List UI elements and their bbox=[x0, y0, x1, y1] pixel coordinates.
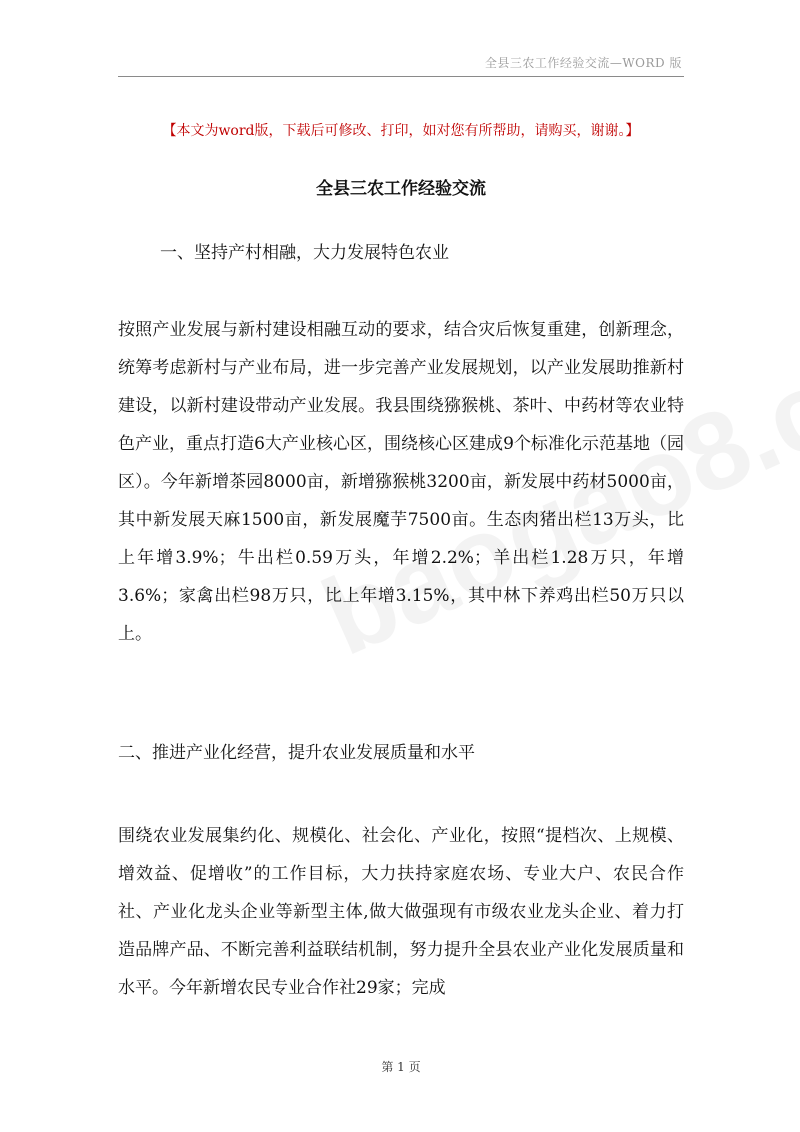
page-number: 第 1 页 bbox=[381, 1060, 421, 1074]
page-header-text: 全县三农工作经验交流—WORD 版 bbox=[484, 56, 682, 70]
document-title: 全县三农工作经验交流 bbox=[316, 179, 486, 199]
purchase-notice: 【本文为word版，下载后可修改、打印，如对您有所帮助，请购买，谢谢。】 bbox=[162, 123, 640, 139]
header-divider bbox=[118, 76, 684, 77]
section-heading-1: 一、坚持产村相融，大力发展特色农业 bbox=[160, 243, 449, 263]
section-paragraph-1: 按照产业发展与新村建设相融互动的要求，结合灾后恢复重建，创新理念，统筹考虑新村与产业布局，进一步完善产业发展规划，以产业发展助推新村建设，以新村建设带动产业发展。我县围绕猕猴桃、茶叶、中药材等农业特色产业，重点打造6大产业核心区，围绕核心区建成9个标准化示范基地（园区）。今年新增茶园8000亩，新增猕猴桃3200亩，新发展中药材5000亩，其中新发展天麻1500亩，新发展魔芋7500亩。生态肉猪出栏13万头，比上年增3.9%；牛出栏0.59万头，年增2.2%；羊出栏1.28万只，年增3.6%；家禽出栏98万只，比上年增3.15%，其中林下养鸡出栏50万只以上。 bbox=[118, 320, 684, 644]
section-paragraph-2: 围绕农业发展集约化、规模化、社会化、产业化，按照“提档次、上规模、增效益、促增收”的工作目标，大力扶持家庭农场、专业大户、农民合作社、产业化龙头企业等新型主体,做大做强现有市级农业龙头企业、着力打造品牌产品、不断完善利益联结机制，努力提升全县农业产业化发展质量和水平。今年新增农民专业合作社29家；完成 bbox=[118, 826, 684, 998]
section-heading-2: 二、推进产业化经营，提升农业发展质量和水平 bbox=[118, 743, 475, 763]
